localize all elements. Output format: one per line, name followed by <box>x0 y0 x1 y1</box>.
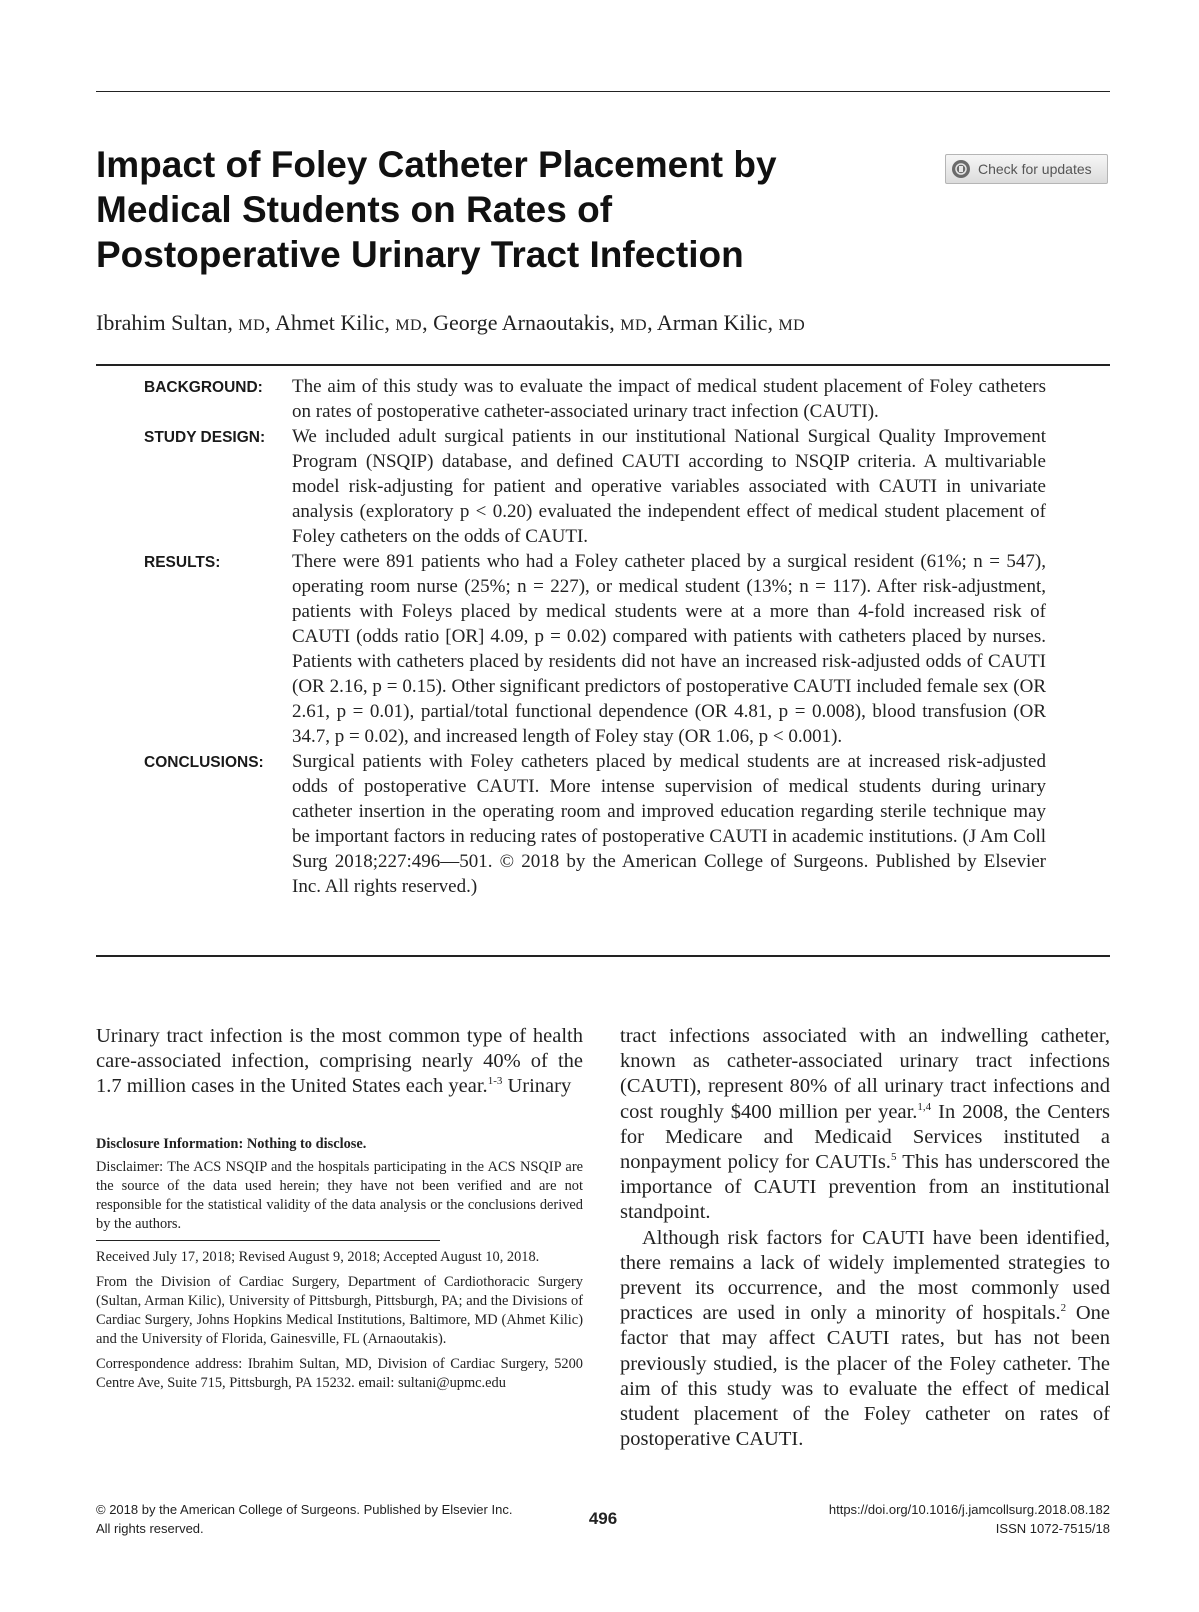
title-line: Postoperative Urinary Tract Infection <box>96 234 744 275</box>
correspondence-note: Correspondence address: Ibrahim Sultan, MD, Division of Cardiac Surgery, 5200 Centre Ave, Suite 715, Pittsburgh, PA 15232. email: sultani@upmc.edu <box>96 1356 583 1391</box>
author-name: Ahmet Kilic <box>274 310 385 335</box>
footer-identifiers <box>829 1500 1110 1538</box>
abstract-section-results <box>96 549 1046 749</box>
disclaimer-note: Disclaimer: The ACS NSQIP and the hospitals participating in the ACS NSQIP are the source of the data used herein; they have not been verified and are not responsible for the statistical validity of the data analysis or the conclusions derived by the authors. <box>96 1159 583 1232</box>
title-line: Impact of Foley Catheter Placement by <box>96 144 777 185</box>
citation: 2 <box>1060 1302 1067 1315</box>
body-paragraph: tract infections associated with an indwelling catheter, known as catheter-associated urinary tract infections (CAUTI), represent 80% of all urinary tract infections and cost roughly $400 million per year.$^{1,4}$ In 2008, the Centers for Medicare and Medicaid Services instituted a nonpayment policy for CAUTIs.$^5$ This has underscored the importance of CAUTI prevention from an institutional standpoint. <box>620 1025 1111 1224</box>
author-name: Arman Kilic <box>656 310 768 335</box>
check-for-updates-label: Check for updates <box>978 161 1092 177</box>
citation: 5 <box>890 1151 897 1164</box>
page-footer <box>96 1500 1110 1542</box>
author-degree: MD <box>238 317 266 334</box>
abstract-section-study-design <box>96 424 1046 549</box>
issn: ISSN 1072-7515/18 <box>995 1521 1110 1536</box>
body-paragraph: Although risk factors for CAUTI have been identified, there remains a lack of widely implemented strategies to prevent its occurrence, and the most commonly used practices are used in only a minority of hospitals.$^2$ One factor that may affect CAUTI rates, but has not been previously studied, is the placer of the Foley catheter. The aim of this study was to evaluate the effect of medical student placement of the Foley catheter on rates of postoperative CAUTI. <box>620 1226 1110 1451</box>
abstract-top-rule <box>96 364 1110 366</box>
article-title <box>96 142 856 277</box>
abstract-section-conclusions <box>96 749 1046 899</box>
author-list: Ibrahim Sultan, MD, Ahmet Kilic, MD, George Arnaoutakis, MD, Arman Kilic, MD <box>96 310 806 335</box>
author-degree: MD <box>620 317 648 334</box>
body-column-left <box>96 1024 583 1100</box>
footer-copyright: © 2018 by the American College of Surgeons. Published by Elsevier Inc. All rights reserved. <box>96 1502 513 1536</box>
body-column-right <box>620 1024 1110 1452</box>
author-degree: MD <box>778 317 806 334</box>
abstract <box>96 374 1046 899</box>
abstract-text: Surgical patients with Foley catheters placed by medical students are at increased risk-adjusted odds of postoperative CAUTI. More intense supervision of medical students during urinary catheter insertion in the operating room and improved education regarding sterile technique may be important factors in reducing rates of postoperative CAUTI in academic institutions. (J Am Coll Surg 2018;227:496—501. © 2018 by the American College of Surgeons. Published by Elsevier Inc. All rights reserved.) <box>292 751 1046 897</box>
received-dates: Received July 17, 2018; Revised August 9, 2018; Accepted August 10, 2018. <box>96 1249 540 1265</box>
citation: 1-3 <box>487 1075 503 1088</box>
article-notes <box>96 1135 583 1399</box>
abstract-label: STUDY DESIGN: <box>144 429 266 446</box>
doi-link[interactable]: https://doi.org/10.1016/j.jamcollsurg.2018.08.182 <box>828 1502 1110 1517</box>
abstract-bottom-rule <box>96 955 1110 957</box>
abstract-text: We included adult surgical patients in our institutional National Surgical Quality Improvement Program (NSQIP) database, and defined CAUTI according to NSQIP criteria. A multivariable model risk-adjusting for patient and operative variables associated with CAUTI in univariate analysis (exploratory p < 0.20) evaluated the independent effect of medical student placement of Foley catheters on the odds of CAUTI. <box>292 426 1046 547</box>
author-degree: MD <box>395 317 423 334</box>
intro-paragraph: Urinary tract infection is the most common type of health care-associated infection, comprising nearly 40% of the 1.7 million cases in the United States each year.$^{1-3}$ Urinary <box>96 1025 583 1098</box>
citation: 1,4 <box>917 1100 932 1113</box>
abstract-label: RESULTS: <box>144 554 221 571</box>
page-number: 496 <box>588 1509 618 1528</box>
abstract-text: There were 891 patients who had a Foley catheter placed by a surgical resident (61%; n = 547), operating room nurse (25%; n = 227), or medical student (13%; n = 117). After risk-adjustment, patients with Foleys placed by medical students were at a more than 4-fold increased risk of CAUTI (odds ratio [OR] 4.09, p = 0.02) compared with patients with catheters placed by nurses. Patients with catheters placed by residents did not have an increased risk-adjusted odds of CAUTI (OR 2.16, p = 0.15). Other significant predictors of postoperative CAUTI included female sex (OR 2.61, p = 0.01), partial/total functional dependence (OR 4.81, p = 0.008), blood transfusion (OR 34.7, p = 0.02), and increased length of Foley stay (OR 1.06, p < 0.001). <box>292 551 1046 747</box>
abstract-label: BACKGROUND: <box>144 379 263 396</box>
affiliation-note: From the Division of Cardiac Surgery, Department of Cardiothoracic Surgery (Sultan, Arman Kilic), University of Pittsburgh, Pittsburgh, PA; and the Divisions of Cardiac Surgery, Johns Hopkins Medical Institutions, Baltimore, MD (Ahmet Kilic) and the University of Florida, Gainesville, FL (Arnaoutakis). <box>96 1274 583 1347</box>
check-for-updates-button[interactable] <box>945 154 1108 184</box>
author-name: George Arnaoutakis <box>433 310 610 335</box>
title-line: Medical Students on Rates of <box>96 189 613 230</box>
crossmark-icon <box>952 160 970 178</box>
notes-divider <box>96 1240 440 1241</box>
author-name: Ibrahim Sultan <box>96 310 228 335</box>
abstract-text: The aim of this study was to evaluate the impact of medical student placement of Foley catheters on rates of postoperative catheter-associated urinary tract infection (CAUTI). <box>292 376 1046 422</box>
abstract-section-background <box>96 374 1046 424</box>
top-rule <box>96 91 1110 92</box>
disclosure-note: Disclosure Information: Nothing to disclose. <box>96 1136 367 1152</box>
abstract-label: CONCLUSIONS: <box>144 754 264 771</box>
